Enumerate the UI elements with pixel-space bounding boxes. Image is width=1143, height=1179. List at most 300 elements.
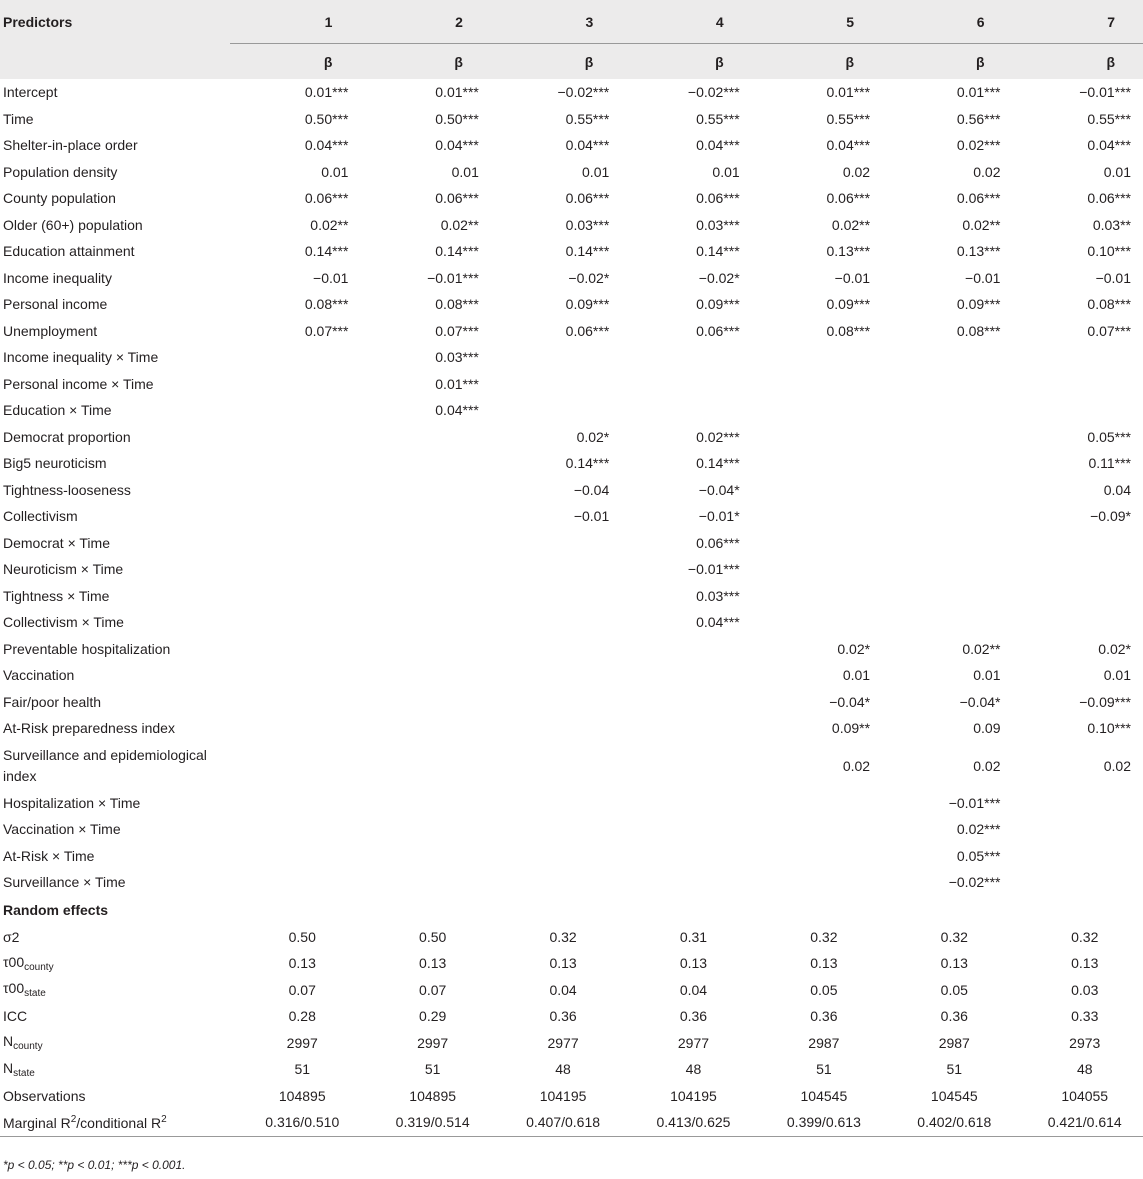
coef-cell xyxy=(752,371,882,398)
coef-cell xyxy=(491,689,621,716)
random-effect-name xyxy=(0,950,230,977)
table-row xyxy=(0,742,1143,790)
table-row xyxy=(0,715,1143,742)
coef-cell xyxy=(1012,583,1143,610)
table-row xyxy=(0,583,1143,610)
random-effect-name xyxy=(0,1003,230,1030)
coef-cell: 0.04*** xyxy=(435,137,479,154)
random-effect-value: 0.13 xyxy=(940,955,968,972)
random-effect-value: 0.399/0.613 xyxy=(752,1109,882,1136)
coef-cell: 0.09*** xyxy=(565,296,610,313)
coef-cell: 0.10*** xyxy=(1087,720,1131,737)
coef-cell: 0.01 xyxy=(451,163,479,180)
table-row xyxy=(0,790,1143,817)
table-row xyxy=(0,689,1143,716)
coef-cell xyxy=(360,556,490,583)
coef-cell: 0.09 xyxy=(973,720,1001,737)
coef-cell: 0.55*** xyxy=(565,110,610,127)
random-effect-value: 0.28 xyxy=(288,1008,316,1025)
coef-cell: 0.02* xyxy=(1098,640,1131,657)
coef-cell xyxy=(230,689,360,716)
coef-cell: 0.02*** xyxy=(696,428,740,445)
coef-cell: 0.01*** xyxy=(956,84,1001,101)
random-effect-value: 0.32 xyxy=(549,928,577,945)
coef-cell xyxy=(752,843,882,870)
random-effect-name xyxy=(0,1030,230,1057)
coef-cell: 0.01 xyxy=(582,163,610,180)
coef-cell xyxy=(882,344,1012,371)
coef-cell xyxy=(752,790,882,817)
coef-cell: 0.10*** xyxy=(1087,243,1131,260)
coef-cell xyxy=(360,790,490,817)
coef-cell xyxy=(752,530,882,557)
random-effect-value: 0.03 xyxy=(1071,981,1099,998)
random-effect-value: 2977 xyxy=(677,1034,710,1051)
coef-cell: 0.03*** xyxy=(565,216,610,233)
random-effect-value: 0.36 xyxy=(549,1008,577,1025)
coef-cell: 0.08*** xyxy=(435,296,479,313)
random-effect-value: 48 xyxy=(555,1061,571,1078)
coef-header-4: β xyxy=(621,44,751,80)
coef-cell: −0.01*** xyxy=(427,269,479,286)
coef-cell xyxy=(1012,869,1143,896)
coef-cell xyxy=(621,816,751,843)
predictor-name: At-Risk × Time xyxy=(3,847,95,864)
coef-cell xyxy=(621,790,751,817)
coef-cell: 0.01 xyxy=(1103,163,1131,180)
random-effect-value: 2977 xyxy=(547,1034,579,1051)
coef-cell: 0.04*** xyxy=(696,614,740,631)
predictor-name: At-Risk preparedness index xyxy=(3,720,175,737)
coef-cell xyxy=(360,530,490,557)
coef-cell xyxy=(230,530,360,557)
coef-cell: 0.04*** xyxy=(565,137,610,154)
coef-cell: 0.06*** xyxy=(696,534,740,551)
random-effect-value: 0.04 xyxy=(549,981,577,998)
coef-cell xyxy=(360,424,490,451)
random-effect-row xyxy=(0,950,1143,977)
coef-cell xyxy=(230,583,360,610)
random-effect-subscript: county xyxy=(13,1041,43,1053)
coef-cell: 0.01 xyxy=(842,667,871,684)
coef-cell xyxy=(882,450,1012,477)
coef-cell: 0.14*** xyxy=(304,243,349,260)
table-row xyxy=(0,869,1143,896)
table-row xyxy=(0,132,1143,159)
coef-cell xyxy=(752,609,882,636)
random-effect-name xyxy=(0,977,230,1004)
coef-cell xyxy=(882,609,1012,636)
random-effect-row xyxy=(0,977,1143,1004)
table-row xyxy=(0,185,1143,212)
random-effect-value: 51 xyxy=(294,1061,311,1078)
random-effect-subscript: state xyxy=(24,988,46,1000)
coef-cell: 0.06*** xyxy=(826,190,871,207)
coef-cell: 0.55*** xyxy=(1087,110,1131,127)
coef-cell xyxy=(621,689,751,716)
coef-cell xyxy=(491,344,621,371)
random-effect-value: 0.50 xyxy=(419,928,447,945)
coef-cell xyxy=(230,424,360,451)
table-row xyxy=(0,371,1143,398)
table-header xyxy=(0,0,1143,79)
random-effect-label: τ00 xyxy=(3,953,25,970)
random-effect-label: N xyxy=(3,1033,14,1050)
random-effect-value: 0.402/0.618 xyxy=(882,1109,1012,1136)
coef-cell xyxy=(230,371,360,398)
predictor-name: Hospitalization × Time xyxy=(3,794,141,811)
coef-cell: 0.06*** xyxy=(696,322,740,339)
coef-cell xyxy=(230,790,360,817)
table-row xyxy=(0,816,1143,843)
coef-cell xyxy=(621,662,751,689)
coef-cell xyxy=(230,397,360,424)
coef-cell xyxy=(360,869,490,896)
random-effect-value: 0.413/0.625 xyxy=(621,1109,751,1136)
random-effect-label-2: /conditional R xyxy=(76,1114,162,1131)
coef-cell: 0.05*** xyxy=(956,847,1001,864)
table-row xyxy=(0,318,1143,345)
coef-cell: 0.03** xyxy=(1092,216,1131,233)
coef-cell xyxy=(1012,843,1143,870)
coef-cell xyxy=(230,662,360,689)
coef-cell: 0.01 xyxy=(321,163,349,180)
coef-cell xyxy=(230,636,360,663)
random-effect-row xyxy=(0,924,1143,951)
random-effect-value: 104545 xyxy=(800,1087,848,1104)
random-effect-value: 0.29 xyxy=(419,1008,447,1025)
coef-cell xyxy=(882,424,1012,451)
random-effect-value: 104055 xyxy=(1061,1087,1109,1104)
coef-cell xyxy=(230,816,360,843)
predictor-name: Income inequality × Time xyxy=(3,349,159,366)
coef-cell xyxy=(360,450,490,477)
coef-cell xyxy=(621,715,751,742)
coef-cell xyxy=(360,477,490,504)
coef-cell xyxy=(491,397,621,424)
coef-cell xyxy=(491,742,621,790)
table-row xyxy=(0,477,1143,504)
random-effect-value: 0.13 xyxy=(288,955,316,972)
predictor-name: Tightness × Time xyxy=(3,587,110,604)
coef-cell: 0.09** xyxy=(831,720,871,737)
table-row xyxy=(0,503,1143,530)
coef-cell: 0.01*** xyxy=(304,84,349,101)
predictor-name: County population xyxy=(3,190,116,207)
coef-cell xyxy=(621,371,751,398)
random-effect-row xyxy=(0,1083,1143,1110)
coef-cell xyxy=(360,843,490,870)
coef-cell: 0.04*** xyxy=(826,137,871,154)
coef-header-6: β xyxy=(882,44,1012,80)
predictor-name: Tightness-looseness xyxy=(3,481,131,498)
blank-header-cell xyxy=(0,44,230,80)
random-effect-superscript-2: 2 xyxy=(161,1113,167,1125)
random-effect-value: 104195 xyxy=(670,1087,717,1104)
random-effect-value: 2973 xyxy=(1069,1034,1101,1051)
coef-cell: 0.02** xyxy=(962,640,1001,657)
table-row xyxy=(0,450,1143,477)
coef-cell: −0.01 xyxy=(313,269,349,286)
predictor-name: Preventable hospitalization xyxy=(3,640,171,657)
coef-cell: 0.01*** xyxy=(435,84,479,101)
random-effect-value: 0.13 xyxy=(810,955,838,972)
coef-cell: 0.02* xyxy=(837,640,871,657)
coef-cell xyxy=(1012,371,1143,398)
coef-cell xyxy=(491,371,621,398)
coef-cell xyxy=(230,843,360,870)
random-effect-value: 0.13 xyxy=(1071,955,1099,972)
random-effect-value: 0.13 xyxy=(549,955,577,972)
random-effect-value: 0.33 xyxy=(1071,1008,1099,1025)
coef-cell: 0.55*** xyxy=(696,110,740,127)
random-effect-value: 51 xyxy=(946,1061,963,1078)
coef-cell: 0.04 xyxy=(1103,481,1131,498)
coef-cell xyxy=(230,450,360,477)
predictor-name: Time xyxy=(3,110,34,127)
model-header-2: 2 xyxy=(360,0,490,44)
random-effect-superscript: 2 xyxy=(70,1113,77,1125)
coef-cell xyxy=(882,371,1012,398)
random-effect-value: 0.316/0.510 xyxy=(230,1109,360,1136)
coef-cell: 0.09*** xyxy=(826,296,871,313)
coef-cell: 0.04*** xyxy=(696,137,740,154)
random-effect-value: 0.07 xyxy=(419,981,447,998)
coef-cell xyxy=(621,397,751,424)
coef-cell: 0.50*** xyxy=(304,110,349,127)
model-header-6: 6 xyxy=(882,0,1012,44)
random-effect-value: 0.50 xyxy=(288,928,316,945)
random-effect-value: 0.05 xyxy=(810,981,838,998)
coef-cell xyxy=(1012,530,1143,557)
coef-cell: 0.13*** xyxy=(826,243,871,260)
random-effect-value: 0.32 xyxy=(1071,928,1099,945)
random-effect-value: 51 xyxy=(816,1061,832,1078)
coef-header-1: β xyxy=(230,44,360,80)
model-header-1: 1 xyxy=(230,0,360,44)
coef-cell: 0.04*** xyxy=(304,137,349,154)
coef-cell xyxy=(360,636,490,663)
model-header-5: 5 xyxy=(752,0,882,44)
coef-cell xyxy=(621,742,751,790)
predictor-name: Collectivism xyxy=(3,508,78,525)
random-effect-row xyxy=(0,1056,1143,1083)
coef-cell xyxy=(1012,790,1143,817)
coef-cell xyxy=(491,843,621,870)
coef-cell: 0.14*** xyxy=(435,243,479,260)
coef-header-5: β xyxy=(752,44,882,80)
coef-cell: 0.14*** xyxy=(565,455,610,472)
coef-cell: −0.01 xyxy=(965,269,1001,286)
coef-cell: −0.01*** xyxy=(948,794,1001,811)
random-effect-label: N xyxy=(3,1059,14,1076)
random-effect-label: τ00 xyxy=(3,980,25,997)
coef-cell: 0.04*** xyxy=(435,402,479,419)
random-effect-value: 0.36 xyxy=(679,1008,708,1025)
coef-cell: 0.14*** xyxy=(565,243,610,260)
random-effect-value: 0.05 xyxy=(940,981,968,998)
coef-cell xyxy=(360,583,490,610)
coef-cell: 0.02 xyxy=(973,163,1001,180)
table-row xyxy=(0,238,1143,265)
table-row xyxy=(0,344,1143,371)
coef-cell: 0.01*** xyxy=(435,375,479,392)
coef-cell: 0.06*** xyxy=(1087,190,1131,207)
coef-cell xyxy=(360,609,490,636)
coef-cell xyxy=(491,609,621,636)
coef-cell xyxy=(360,816,490,843)
random-effect-value: 0.07 xyxy=(288,981,316,998)
coef-cell: −0.04* xyxy=(829,693,871,710)
table-body xyxy=(0,79,1143,1136)
predictor-name: Shelter-in-place order xyxy=(3,137,138,154)
random-effect-name xyxy=(0,1056,230,1083)
random-effect-value: 51 xyxy=(424,1061,441,1078)
coef-cell: −0.04* xyxy=(698,481,740,498)
header-row-coefficients xyxy=(0,44,1143,80)
random-effect-label: σ2 xyxy=(3,928,20,945)
coef-cell xyxy=(621,869,751,896)
table-row xyxy=(0,212,1143,239)
coef-cell: 0.02*** xyxy=(956,821,1001,838)
coef-cell: 0.06*** xyxy=(435,190,479,207)
table-row xyxy=(0,556,1143,583)
coef-cell xyxy=(752,424,882,451)
random-effect-value: 0.04 xyxy=(679,981,708,998)
coef-cell: 0.06*** xyxy=(565,322,610,339)
coef-cell: 0.03*** xyxy=(435,349,479,366)
table-row xyxy=(0,609,1143,636)
coef-cell xyxy=(1012,609,1143,636)
coef-cell xyxy=(491,869,621,896)
coef-cell: 0.14*** xyxy=(696,243,740,260)
random-effect-value: 48 xyxy=(1076,1061,1093,1078)
coef-cell xyxy=(752,397,882,424)
random-effect-row xyxy=(0,1003,1143,1030)
coef-cell xyxy=(491,715,621,742)
coef-cell: 0.02* xyxy=(576,428,610,445)
predictor-name: Democrat proportion xyxy=(3,428,131,445)
random-effects-heading-row xyxy=(0,896,1143,924)
coef-cell xyxy=(491,816,621,843)
coef-header-3: β xyxy=(491,44,621,80)
coef-cell xyxy=(1012,344,1143,371)
coef-cell: 0.08*** xyxy=(1087,296,1131,313)
predictor-name: Big5 neuroticism xyxy=(3,455,107,472)
coef-cell xyxy=(230,344,360,371)
coef-cell: 0.56*** xyxy=(956,110,1001,127)
coef-cell: −0.01 xyxy=(1095,269,1131,286)
coef-cell: 0.09*** xyxy=(956,296,1001,313)
predictor-name: Democrat × Time xyxy=(3,534,110,551)
coef-cell: 0.06*** xyxy=(696,190,740,207)
predictor-name: Vaccination × Time xyxy=(3,821,121,838)
predictor-name: Collectivism × Time xyxy=(3,614,124,631)
coef-cell xyxy=(752,816,882,843)
coef-cell xyxy=(752,503,882,530)
coef-cell xyxy=(752,583,882,610)
coef-cell xyxy=(491,583,621,610)
random-effect-label: ICC xyxy=(3,1008,28,1025)
coef-cell: 0.02 xyxy=(973,757,1001,774)
coef-cell: 0.07*** xyxy=(304,322,349,339)
coef-cell: 0.09*** xyxy=(696,296,740,313)
coef-cell: 0.01 xyxy=(973,667,1001,684)
coef-cell: 0.02 xyxy=(842,757,871,774)
random-effect-value: 0.32 xyxy=(810,928,838,945)
coef-cell: −0.02*** xyxy=(557,84,610,101)
coef-cell: −0.02* xyxy=(568,269,610,286)
coef-cell xyxy=(882,397,1012,424)
coef-cell: 0.11*** xyxy=(1088,455,1131,472)
random-effect-value: 2997 xyxy=(286,1034,318,1051)
coef-cell xyxy=(882,530,1012,557)
coef-cell xyxy=(360,689,490,716)
table-row xyxy=(0,291,1143,318)
random-effect-label: Marginal R xyxy=(3,1114,71,1131)
random-effect-value: 0.407/0.618 xyxy=(491,1109,621,1136)
coef-cell xyxy=(230,742,360,790)
random-effect-value: 2987 xyxy=(938,1034,970,1051)
coef-cell xyxy=(360,742,490,790)
predictor-name: Vaccination xyxy=(3,667,75,684)
coef-cell: 0.07*** xyxy=(1087,322,1131,339)
coef-cell xyxy=(491,636,621,663)
coef-cell: 0.06*** xyxy=(304,190,349,207)
random-effect-value: 2997 xyxy=(417,1034,449,1051)
coef-cell: 0.50*** xyxy=(435,110,479,127)
random-effect-label: Observations xyxy=(3,1087,86,1104)
coef-cell: 0.02** xyxy=(962,216,1001,233)
coef-cell: 0.55*** xyxy=(826,110,871,127)
coef-cell: 0.08*** xyxy=(826,322,871,339)
predictor-name: Personal income xyxy=(3,296,108,313)
predictor-name: Education attainment xyxy=(3,243,135,260)
random-effect-row xyxy=(0,1030,1143,1057)
table-row xyxy=(0,397,1143,424)
coef-cell xyxy=(752,344,882,371)
coef-cell: 0.02*** xyxy=(956,137,1001,154)
table-row xyxy=(0,159,1143,186)
random-effect-value: 2987 xyxy=(808,1034,840,1051)
coef-cell: −0.04 xyxy=(573,481,610,498)
table-row xyxy=(0,79,1143,106)
coef-cell xyxy=(491,530,621,557)
random-effect-value: 104545 xyxy=(930,1087,978,1104)
random-effect-value: 0.32 xyxy=(940,928,968,945)
coef-cell: 0.02** xyxy=(310,216,349,233)
coef-cell: 0.04*** xyxy=(1087,137,1131,154)
coef-cell: 0.01 xyxy=(1103,667,1131,684)
coef-cell: 0.02 xyxy=(842,163,871,180)
predictor-name: Education × Time xyxy=(3,402,112,419)
coef-cell xyxy=(491,556,621,583)
coef-cell xyxy=(360,715,490,742)
coef-cell: 0.14*** xyxy=(696,455,740,472)
random-effect-value: 104895 xyxy=(278,1087,326,1104)
predictor-name: Neuroticism × Time xyxy=(3,561,124,578)
coef-cell xyxy=(360,662,490,689)
table-footnote: *p < 0.05; **p < 0.01; ***p < 0.001. xyxy=(3,1158,186,1172)
coef-cell: 0.08*** xyxy=(956,322,1001,339)
coef-cell: 0.02 xyxy=(1103,757,1131,774)
coef-cell xyxy=(621,344,751,371)
model-header-4: 4 xyxy=(621,0,751,44)
coef-cell: −0.02*** xyxy=(948,874,1001,891)
coef-cell: −0.01* xyxy=(698,508,740,525)
table-row xyxy=(0,106,1143,133)
predictor-name: Unemployment xyxy=(3,322,98,339)
